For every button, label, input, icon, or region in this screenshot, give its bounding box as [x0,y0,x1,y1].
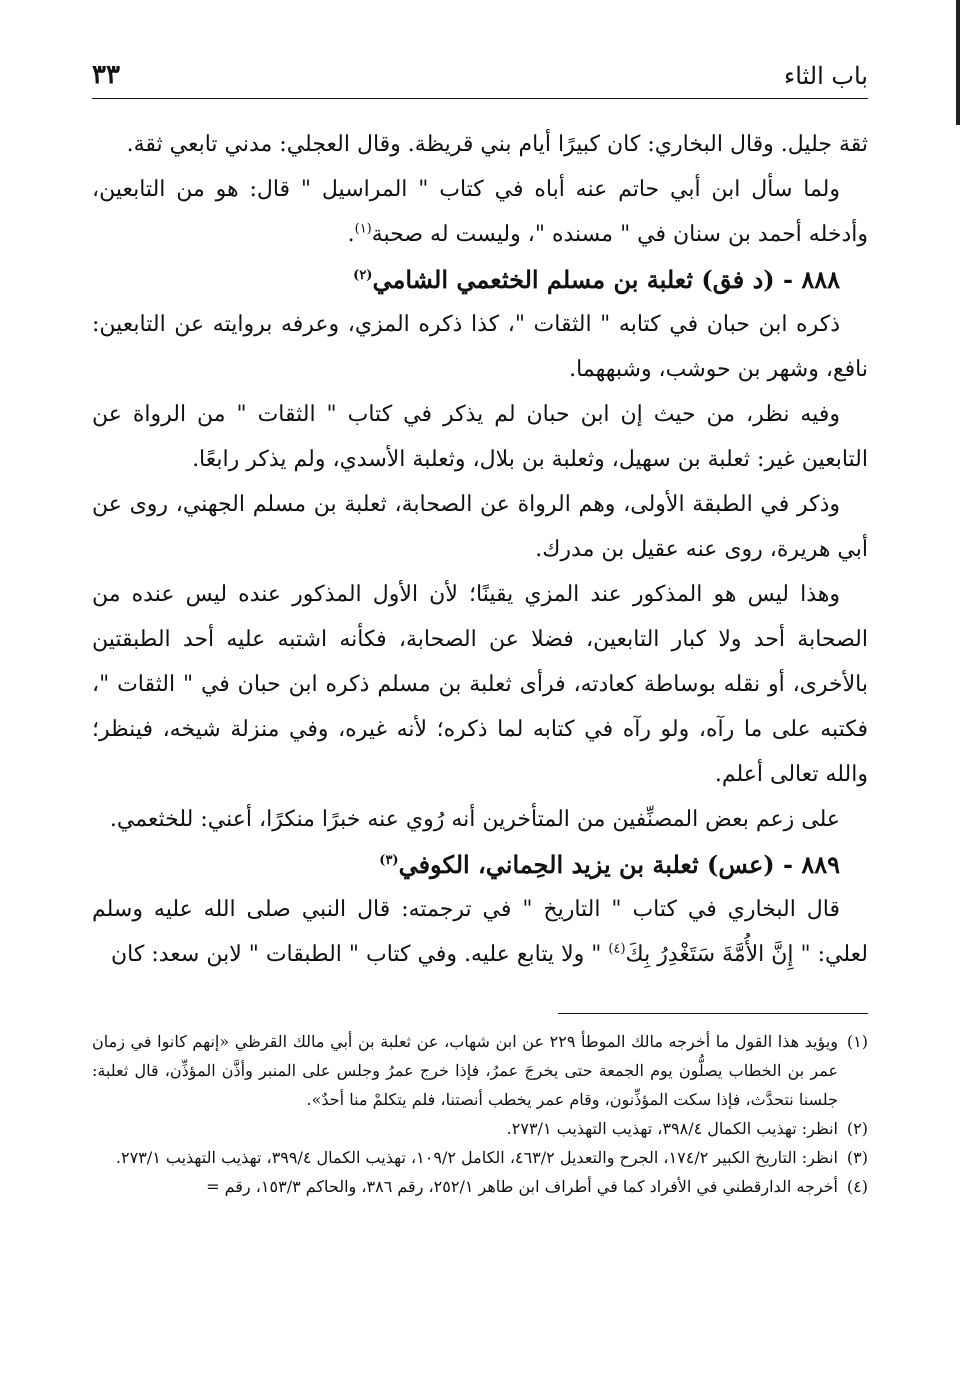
paragraph-8 [92,887,868,977]
footnote-text: انظر: تهذيب الكمال ٣٩٨/٤، تهذيب التهذيب ٢٧٣/١. [506,1119,838,1138]
footnotes [92,1027,868,1201]
entry-heading-889-text: ٨٨٩ - (عس) ثعلبة بن يزيد الحِماني، الكوفي [398,850,840,879]
entry-heading-889 [92,842,868,887]
entry-heading-888 [92,257,868,302]
paragraph-2-text: ولما سأل ابن أبي حاتم عنه أباه في كتاب " المراسيل " قال: هو من التابعين، وأدخله أحمد بن سنان في " مسنده "، وليست له صحبة [92,177,868,247]
entry-heading-888-text: ٨٨٨ - (د فق) ثعلبة بن مسلم الخثعمي الشامي [372,265,840,294]
page-edge-mark [956,0,960,125]
footnote-ref-3: (٣) [379,853,399,868]
paragraph-6: وهذا ليس هو المذكور عند المزي يقينًا؛ لأن الأول المذكور عنده ليس عنده من الصحابة أحد ولا كبار التابعين، فضلا عن الصحابة، فكأنه اشتبه عليه أحد الطبقتين بالأخرى، أو نقله بوساطة كعادته، فرأى ثعلبة بن مسلم ذكره ابن حبان في " الثقات "، فكتبه على ما رآه، ولو رآه في كتابه لما ذكره؛ لأنه غيره، وفي منزلة شيخه، فينظر؛ والله تعالى أعلم. [92,582,868,787]
footnote-text: ويؤيد هذا القول ما أخرجه مالك الموطأ ٢٢٩ عن ابن شهاب، عن ثعلبة بن أبي مالك القرظي «إنهم كانوا في زمان عمر بن الخطاب يصلُّون يوم الجمعة حتى يخرجَ عمرُ، فإذا خرج عمرُ وجلس على المنبر وأذَّن المؤذِّن، قال ثعلبة: جلسنا نتحدَّث، فإذا سكت المؤذِّنون، وقام عمر يخطب أنصتنا، فلم يتكلمْ منا أحدٌ». [92,1032,839,1109]
paragraph-2 [92,167,868,257]
footnote-number: (٤) [846,1177,868,1196]
page-number: ٣٣ [92,60,120,90]
paragraph-4: وفيه نظر، من حيث إن ابن حبان لم يذكر في كتاب " الثقات " من الرواة عن التابعين غير: ثعلبة بن سهيل، وثعلبة بن بلال، وثعلبة الأسدي، ولم يذكر رابعًا. [92,402,868,472]
footnote-1 [92,1027,868,1114]
chapter-title: باب الثاء [783,62,868,90]
footnote-divider [558,1013,868,1014]
footnote-number: (١) [846,1032,868,1051]
footnote-2 [92,1114,868,1143]
paragraph-1: ثقة جليل. وقال البخاري: كان كبيرًا أيام بني قريظة. وقال العجلي: مدني تابعي ثقة. [126,132,868,157]
footnote-ref-1: (١) [354,221,372,237]
running-header [92,58,868,99]
footnote-3 [92,1143,868,1172]
paragraph-2-end: . [347,222,355,247]
footnote-text: انظر: التاريخ الكبير ١٧٤/٢، الجرح والتعديل ٤٦٣/٢، الكامل ١٠٩/٢، تهذيب الكمال ٣٩٩/٤، تهذيب التهذيب ٢٧٣/١. [115,1148,838,1167]
footnote-4 [92,1172,868,1201]
paragraph-3: ذكره ابن حبان في كتابه " الثقات "، كذا ذكره المزي، وعرفه بروايته عن التابعين: نافع، وشهر بن حوشب، وشبههما. [92,312,868,382]
footnote-number: (٢) [846,1119,868,1138]
footnote-text: أخرجه الدارقطني في الأفراد كما في أطراف ابن طاهر ٢٥٢/١، رقم ٣٨٦، والحاكم ١٥٣/٣، رقم = [206,1177,838,1196]
paragraph-8-text-a: قال البخاري في كتاب " التاريخ " في ترجمته: قال النبي صلى الله عليه وسلم لعلي: " إِنَّ الأُمَّةَ سَتَغْدِرُ بِكَ [92,897,868,967]
paragraph-8-text-b: " ولا يتابع عليه. وفي كتاب " الطبقات " لابن سعد: كان [111,942,609,967]
paragraph-5: وذكر في الطبقة الأولى، وهم الرواة عن الصحابة، ثعلبة بن مسلم الجهني، روى عن أبي هريرة، روى عنه عقيل بن مدرك. [92,492,868,562]
footnote-ref-2: (٢) [353,268,373,283]
main-text [92,122,868,977]
footnote-ref-4: (٤) [608,941,626,957]
paragraph-7: على زعم بعض المصنِّفين من المتأخرين أنه رُوي عنه خبرًا منكرًا، أعني: للخثعمي. [109,807,840,832]
footnote-number: (٣) [846,1148,868,1167]
